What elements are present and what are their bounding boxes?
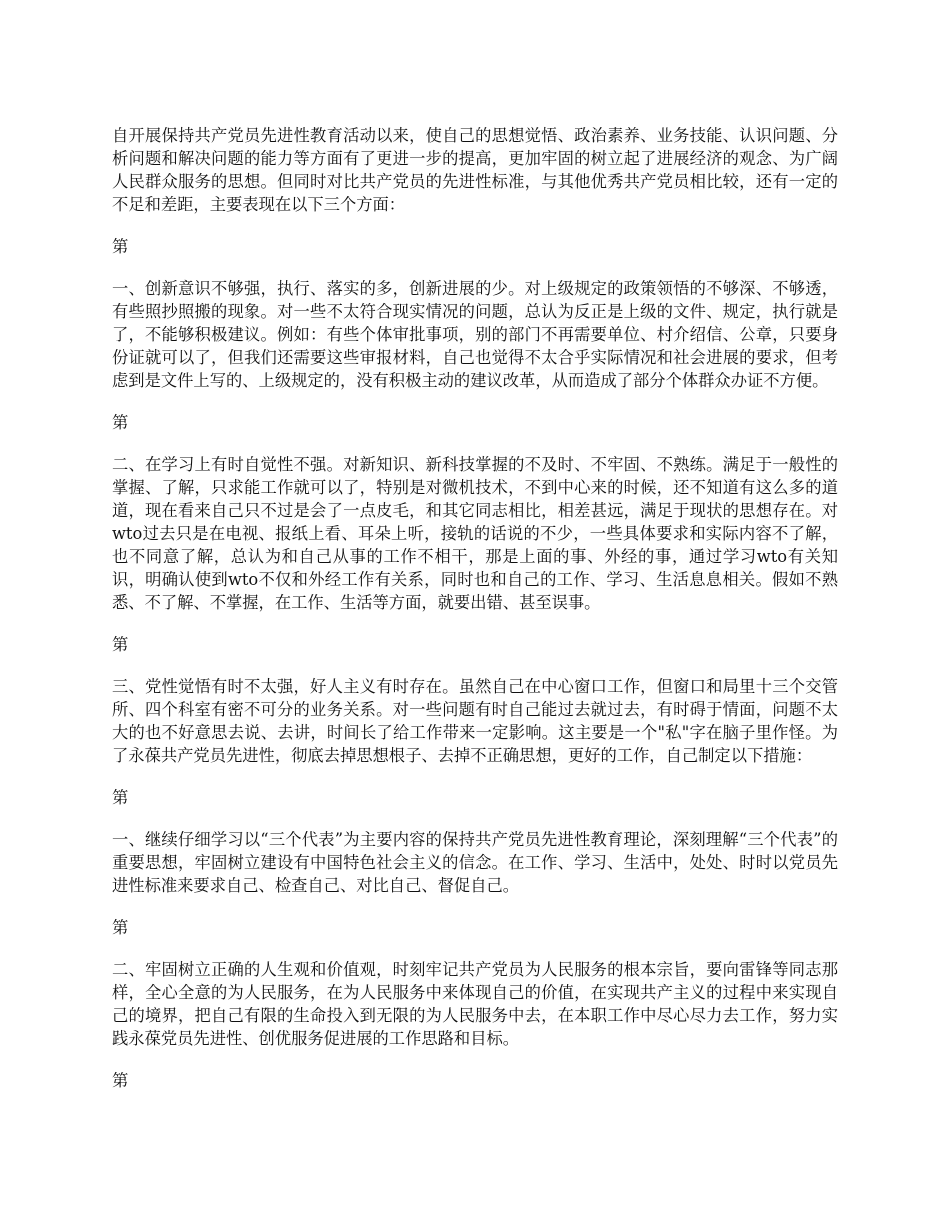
section-marker: 第 [112, 918, 129, 937]
shortcoming-1-paragraph: 一、创新意识不够强，执行、落实的多，创新进展的少。对上级规定的政策领悟的不够深、不够透，有些照抄照搬的现象。对一些不太符合现实情况的问题，总认为反正是上级的文件、规定，执行就是了，不能够积极建议。例如：有些个体审批事项，别的部门不再需要单位、村介绍信、公章，只要身份证就可以了，但我们还需要这些审报材料，自己也觉得不太合乎实际情况和社会进展的要求，但考虑到是文件上写的、上级规定的，没有积极主动的建议改革，从而造成了部分个体群众办证不方便。 [112, 279, 838, 390]
measure-1-paragraph: 一、继续仔细学习以“三个代表”为主要内容的保持共产党员先进性教育理论，深刻理解“三个代表”的重要思想，牢固树立建设有中国特色社会主义的信念。在工作、学习、生活中，处处、时时以党员先进性标准来要求自己、检查自己、对比自己、督促自己。 [112, 830, 838, 895]
section-marker: 第 [112, 1071, 129, 1090]
section-marker: 第 [112, 635, 129, 654]
section-marker: 第 [112, 788, 129, 807]
document-page [112, 124, 838, 1111]
measure-2-paragraph: 二、牢固树立正确的人生观和价值观，时刻牢记共产党员为人民服务的根本宗旨，要向雷锋等同志那样，全心全意的为人民服务，在为人民服务中来体现自己的价值，在实现共产主义的过程中来实现自己的境界，把自己有限的生命投入到无限的为人民服务中去，在本职工作中尽心尽力去工作，努力实践永葆党员先进性、创优服务促进展的工作思路和目标。 [112, 960, 838, 1048]
intro-paragraph: 自开展保持共产党员先进性教育活动以来，使自己的思想觉悟、政治素养、业务技能、认识问题、分析问题和解决问题的能力等方面有了更进一步的提高，更加牢固的树立起了进展经济的观念、为广阔人民群众服务的思想。但同时对比共产党员的先进性标准，与其他优秀共产党员相比较，还有一定的不足和差距，主要表现在以下三个方面： [112, 126, 838, 214]
shortcoming-2-paragraph: 二、在学习上有时自觉性不强。对新知识、新科技掌握的不及时、不牢固、不熟练。满足于一般性的掌握、了解，只求能工作就可以了，特别是对微机技术，不到中心来的时候，还不知道有这么多的道道，现在看来自己只不过是会了一点皮毛，和其它同志相比，相差甚远，满足于现状的思想存在。对wto过去只是在电视、报纸上看、耳朵上听，接轨的话说的不少，一些具体要求和实际内容不了解，也不同意了解，总认为和自己从事的工作不相干，那是上面的事、外经的事，通过学习wto有关知识，明确认使到wto不仅和外经工作有关系，同时也和自己的工作、学习、生活息息相关。假如不熟悉、不了解、不掌握，在工作、生活等方面，就要出错、甚至误事。 [112, 455, 838, 612]
section-marker: 第 [112, 237, 129, 256]
section-marker: 第 [112, 413, 129, 432]
shortcoming-3-paragraph: 三、党性觉悟有时不太强，好人主义有时存在。虽然自己在中心窗口工作，但窗口和局里十三个交管所、四个科室有密不可分的业务关系。对一些问题有时自己能过去就过去，有时碍于情面，问题不太大的也不好意思去说、去讲，时间长了给工作带来一定影响。这主要是一个"私"字在脑子里作怪。为了永葆共产党员先进性，彻底去掉思想根子、去掉不正确思想，更好的工作，自己制定以下措施： [112, 677, 838, 765]
